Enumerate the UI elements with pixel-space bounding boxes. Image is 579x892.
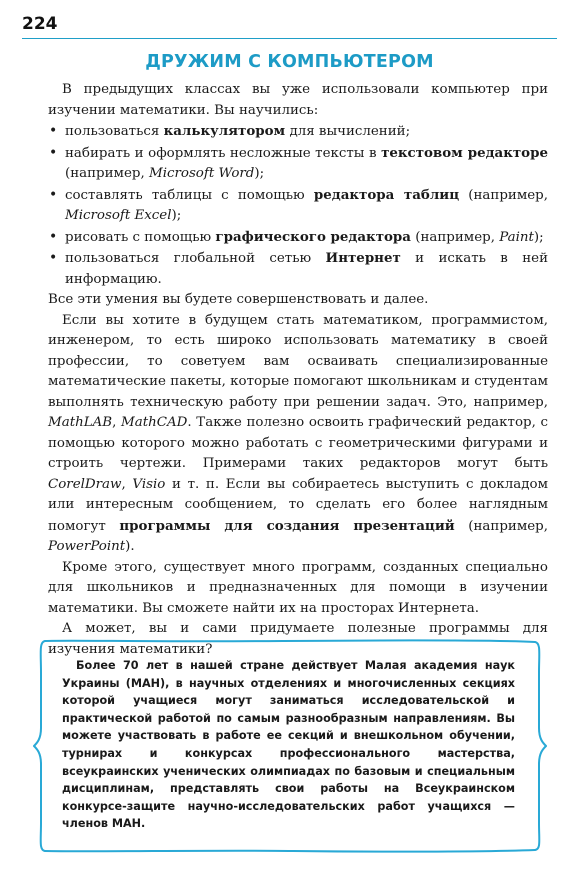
list-item: • набирать и оформлять несложные тексты в текстовом редакторе (например, Microsoft Word); <box>48 143 548 185</box>
paragraph-math-packages: Если вы хотите в будущем стать математиком, программистом, инженером, то есть широко использовать математику в своей профессии, то советуем вам осваивать специализированные математические пакеты, которые помогают школьникам и студентам выполнять техническую работу при решении задач. Это, например, MathLAB, MathCAD. Также полезно освоить графический редактор, с помощью которого можно работать с геометрическими фигурами и строить чертежи. Примерами таких редакторов могут быть CorelDraw, Visio и т. п. Если вы собираетесь выступить с докладом или интересным сообщением, то сделать его более наглядным помогут программы для создания презентаций (например, PowerPoint). <box>48 312 548 554</box>
man-info-paragraph: Более 70 лет в нашей стране действует Малая академия наук Украины (МАН), в научных отделениях и многочисленных секциях которой учащиеся могут заниматься исследовательской и практической работой по самым разнообразным направлениям. Вы можете участвовать в работе ее секций и внешкольном обучении, турнирах и конкурсах профессионального мастерства, всеукраинских ученических олимпиадах по базовым и специальным дисциплинам, представлять свои работы на Всеукраинском конкурсе-защите научно-исследовательских работ учащихся — членов МАН. <box>62 659 515 831</box>
list-item: • рисовать с помощью графического редактора (например, Paint); <box>48 227 548 249</box>
paragraph-invent-programs: А может, вы и сами придумаете полезные программы для изучения математики? <box>48 621 548 657</box>
paragraph-school-programs: Кроме этого, существует много программ, созданных специально для школьников и предназначенных для помощи в изучении математики. Вы сможете найти их на просторах Интернета. <box>48 559 548 616</box>
page-number: 224 <box>22 14 58 34</box>
skills-list <box>48 121 548 290</box>
section-title: ДРУЖИМ С КОМПЬЮТЕРОМ <box>145 52 434 72</box>
paragraph-skills-summary: Все эти умения вы будете совершенствовать и далее. <box>48 292 429 307</box>
main-text <box>48 80 548 660</box>
intro-paragraph: В предыдущих классах вы уже использовали компьютер при изучении математики. Вы научились: <box>48 82 548 118</box>
info-box-text <box>62 657 515 833</box>
list-item: • пользоваться глобальной сетью Интернет и искать в ней информацию. <box>48 248 548 290</box>
list-item: • составлять таблицы с помощью редактора таблиц (например, Microsoft Excel); <box>48 185 548 227</box>
header-rule <box>22 38 557 39</box>
list-item: • пользоваться калькулятором для вычислений; <box>48 121 548 143</box>
